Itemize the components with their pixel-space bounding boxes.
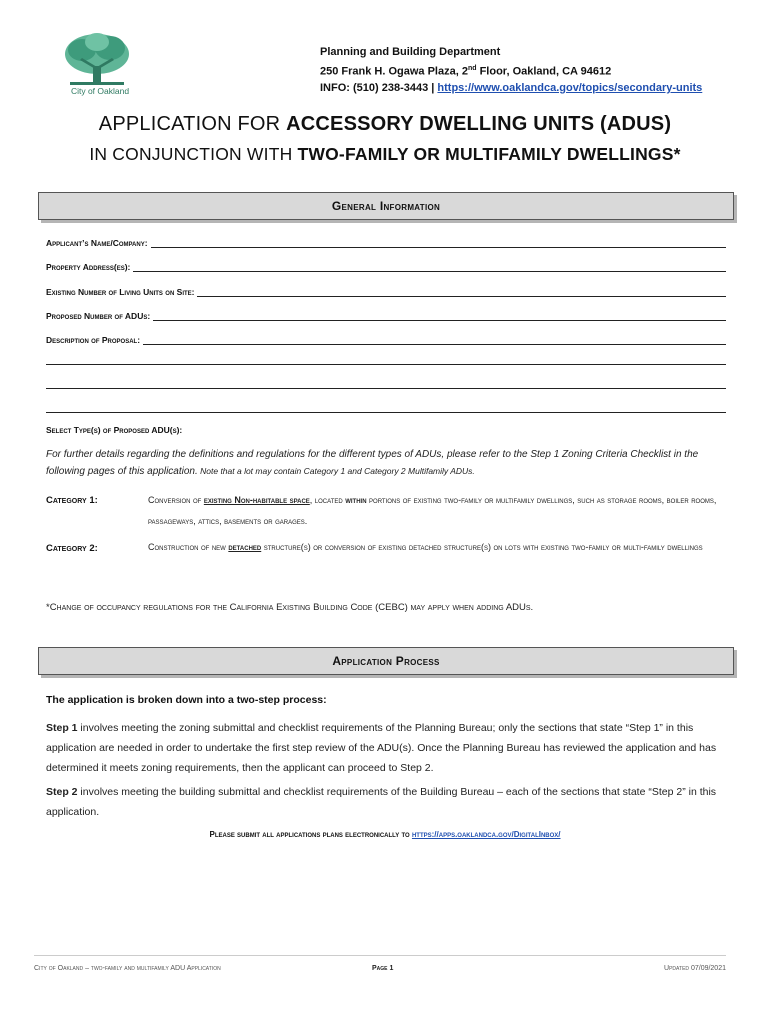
proposed-adus-field[interactable]: Proposed Number of ADUs:	[46, 307, 726, 321]
footer-updated-date: Updated 07/09/2021	[664, 965, 726, 972]
document-title-line-1: APPLICATION FOR ACCESSORY DWELLING UNITS (ADUS)	[98, 113, 672, 135]
applicant-name-field[interactable]: Applicant’s Name/Company:	[46, 234, 726, 248]
submit-instructions: Please submit all applications plans electronically to https://apps.oaklandca.gov/DigitalInbox/	[209, 830, 561, 839]
existing-units-input[interactable]	[197, 286, 726, 297]
description-input[interactable]	[143, 334, 726, 345]
category-1-label: Category 1:	[46, 495, 98, 506]
step-1-paragraph: Step 1 involves meeting the zoning submittal and checklist requirements of the Planning Bureau; only the sections that state “Step 1” in this application are needed in order to undertake the first step review of the ADU(s). Once the Planning Bureau has reviewed the application and has determined it meets zoning requirements, then the applicant can proceed to Step 2.	[46, 722, 717, 774]
description-line-3[interactable]	[46, 388, 726, 389]
applicant-name-input[interactable]	[151, 237, 726, 248]
footer-document-name: City of Oakland – two-family and multifamily ADU Application	[34, 965, 221, 972]
property-address-field[interactable]: Property Address(es):	[46, 258, 726, 272]
process-intro: The application is broken down into a two-step process:	[46, 694, 327, 706]
logo-caption: City of Oakland	[70, 86, 130, 96]
description-line-2[interactable]	[46, 364, 726, 365]
department-info	[320, 44, 702, 96]
footer-divider	[34, 955, 726, 956]
cebc-note: *Change of occupancy regulations for the California Existing Building Code (CEBC) may apply when adding ADUs.	[46, 602, 534, 613]
definitions-note: For further details regarding the definitions and regulations for the different types of ADUs, please refer to the Step 1 Zoning Criteria Checklist in the following pages of this application. Note that a lot may contain Category 1 and Category 2 Multifamily ADUs.	[46, 449, 699, 477]
step-2-paragraph: Step 2 involves meeting the building submittal and checklist requirements of the Building Bureau – each of the sections that state “Step 2” in this application.	[46, 786, 717, 818]
property-address-input[interactable]	[133, 261, 726, 272]
category-2-label: Category 2:	[46, 543, 98, 554]
department-contact: INFO: (510) 238-3443 | https://www.oaklandca.gov/topics/secondary-units	[320, 81, 703, 94]
department-address: 250 Frank H. Ogawa Plaza, 2nd Floor, Oakland, CA 94612	[320, 64, 612, 78]
category-1-description: Conversion of existing Non-habitable space, located within portions of existing two-family or multifamily dwellings, such as storage rooms, boiler rooms, passageways, attics, basements or garages.	[148, 495, 717, 526]
description-field[interactable]: Description of Proposal:	[46, 331, 726, 345]
proposed-adus-input[interactable]	[153, 310, 726, 321]
footer-page-number: Page 1	[372, 965, 394, 972]
existing-units-field[interactable]: Existing Number of Living Units on Site:	[46, 283, 726, 297]
secondary-units-link[interactable]: https://www.oaklandca.gov/topics/secondary-units	[437, 81, 703, 94]
department-name: Planning and Building Department	[320, 46, 501, 58]
category-2-description: Construction of new detached structure(s) or conversion of existing detached structure(s) on lots with existing two-family or multi-family dwellings	[148, 542, 703, 552]
document-title-line-2: IN CONJUNCTION WITH TWO-FAMILY OR MULTIFAMILY DWELLINGS*	[89, 144, 681, 164]
application-process-header: Application Process	[38, 647, 734, 675]
digital-inbox-link[interactable]: https://apps.oaklandca.gov/DigitalInbox/	[411, 830, 561, 839]
select-type-label: Select Type(s) of Proposed ADU(s):	[46, 425, 183, 435]
general-information-header: General Information	[38, 192, 734, 220]
description-line-4[interactable]	[46, 412, 726, 413]
